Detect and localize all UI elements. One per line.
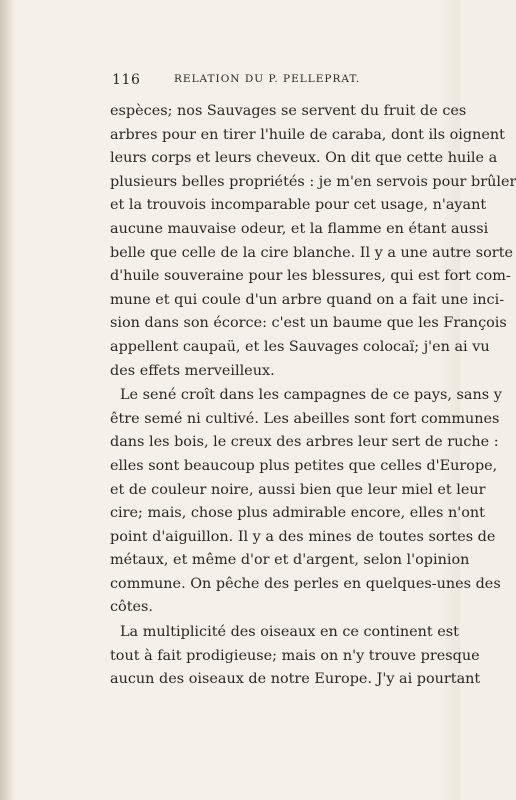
text-line: des effets merveilleux. <box>110 362 275 379</box>
text-line: cire; mais, chose plus admirable encore, elles n'ont <box>110 505 485 522</box>
text-line: Le sené croît dans les campagnes de ce pays, sans y <box>120 387 502 404</box>
page-number: 116 <box>112 72 141 88</box>
text-line: et de couleur noire, aussi bien que leur miel et leur <box>110 481 486 498</box>
text-line: plusieurs belles propriétés : je m'en servois pour brûler <box>110 173 516 190</box>
text-line: d'huile souveraine pour les blessures, qui est fort com- <box>110 268 511 285</box>
page-header <box>112 72 432 92</box>
text-line: côtes. <box>110 599 153 616</box>
text-line: tout à fait prodigieuse; mais on n'y trouve presque <box>110 647 480 664</box>
text-line: elles sont beaucoup plus petites que celles d'Europe, <box>110 457 498 474</box>
text-line: point d'aiguillon. Il y a des mines de toutes sortes de <box>110 528 496 545</box>
paragraph-2 <box>110 384 502 620</box>
text-line: dans les bois, le creux des arbres leur sert de ruche : <box>110 434 499 451</box>
text-line: aucune mauvaise odeur, et la flamme en étant aussi <box>110 220 489 237</box>
text-line: arbres pour en tirer l'huile de caraba, dont ils oignent <box>110 126 505 143</box>
text-line: appellent caupaü, et les Sauvages colocaï; j'en ai vu <box>110 338 490 355</box>
running-title: RELATION DU P. PELLEPRAT. <box>174 73 361 85</box>
text-line: espèces; nos Sauvages se servent du fruit de ces <box>110 103 467 119</box>
body-text <box>110 100 516 693</box>
text-line: leurs corps et leurs cheveux. On dit que cette huile a <box>110 150 498 167</box>
spine-shadow <box>0 0 14 800</box>
text-line: mune et qui coule d'un arbre quand on a fait une inci- <box>110 291 505 308</box>
text-line: belle que celle de la cire blanche. Il y a une autre sorte <box>110 244 513 261</box>
text-line: commune. On pêche des perles en quelques-unes des <box>110 575 501 592</box>
paragraph-3 <box>110 621 481 692</box>
text-line: être semé ni cultivé. Les abeilles sont fort communes <box>110 410 500 427</box>
text-line: et la trouvois incomparable pour cet usage, n'ayant <box>110 197 487 214</box>
text-line: aucun des oiseaux de notre Europe. J'y ai pourtant <box>110 671 481 688</box>
text-line: La multiplicité des oiseaux en ce continent est <box>120 624 459 641</box>
paragraph-1 <box>110 100 516 383</box>
text-line: sion dans son écorce: c'est un baume que les François <box>110 315 507 332</box>
text-line: métaux, et même d'or et d'argent, selon l'opinion <box>110 552 470 569</box>
